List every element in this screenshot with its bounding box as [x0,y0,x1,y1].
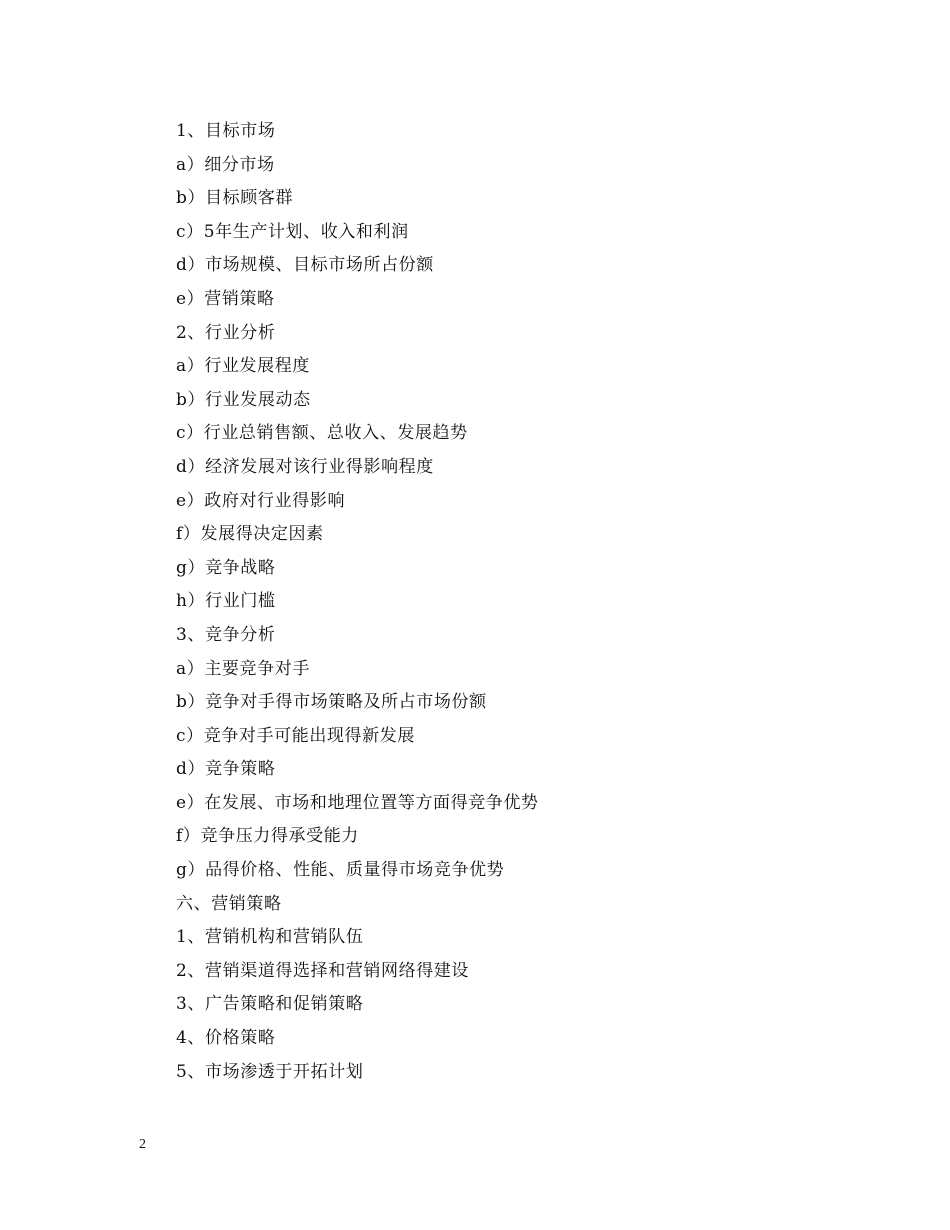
list-item: 2、营销渠道得选择和营销网络得建设 [176,960,470,981]
list-item: d）市场规模、目标市场所占份额 [176,255,434,276]
list-item: 1、营销机构和营销队伍 [176,927,364,948]
page-number: 2 [139,1137,146,1152]
list-item: d）竞争策略 [176,759,276,780]
list-item: g）品得价格、性能、质量得市场竞争优势 [176,860,505,881]
list-item: e）营销策略 [176,288,275,309]
list-item: g）竞争战略 [176,557,276,578]
section-heading: 3、竞争分析 [176,624,276,645]
list-item: b）竞争对手得市场策略及所占市场份额 [176,692,487,713]
list-item: e）政府对行业得影响 [176,490,346,511]
section-heading: 2、行业分析 [176,322,276,343]
list-item: 1、目标市场 [176,121,276,141]
list-item: f）发展得决定因素 [176,524,324,545]
list-item: f）竞争压力得承受能力 [176,826,359,847]
list-item: a）行业发展程度 [176,356,310,377]
list-item: c）竞争对手可能出现得新发展 [176,725,415,746]
list-item: c）行业总销售额、总收入、发展趋势 [176,423,468,444]
list-item: 3、广告策略和促销策略 [176,994,364,1015]
list-item: 5、市场渗透于开拓计划 [176,1061,364,1082]
list-item: a）主要竞争对手 [176,658,310,679]
chapter-heading: 六、营销策略 [176,893,282,914]
list-item: a）细分市场 [176,154,275,175]
document-body [176,117,876,1091]
list-item: c）5年生产计划、收入和利润 [176,221,409,242]
list-item: b）行业发展动态 [176,389,311,410]
list-item: e）在发展、市场和地理位置等方面得竞争优势 [176,792,539,813]
list-item: 4、价格策略 [176,1028,276,1049]
list-item: h）行业门槛 [176,591,276,612]
list-item: b）目标顾客群 [176,188,294,209]
list-item: d）经济发展对该行业得影响程度 [176,456,434,477]
